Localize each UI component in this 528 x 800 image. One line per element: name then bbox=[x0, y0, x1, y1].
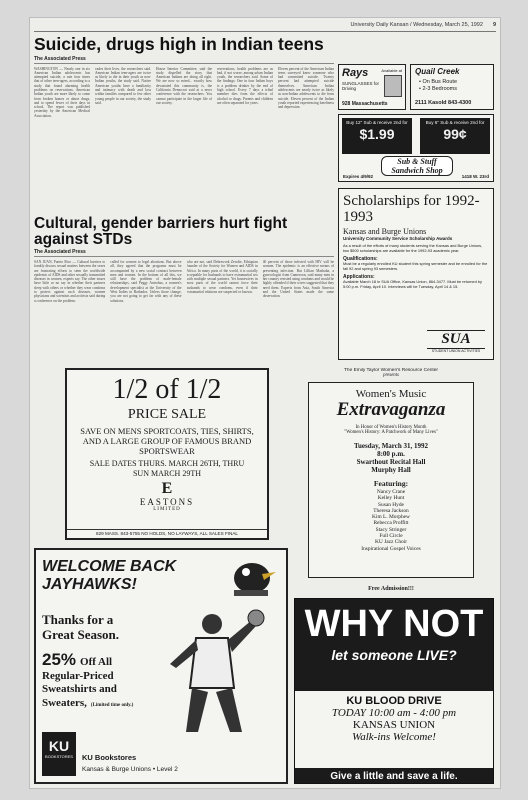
sua-logo-mark: SUA bbox=[427, 330, 485, 349]
newspaper-page bbox=[30, 18, 500, 788]
header-page-number: 9 bbox=[492, 22, 496, 28]
ad-blood-drive bbox=[294, 598, 494, 784]
jayhawks-location: Kansas & Burge Unions • Level 2 bbox=[82, 766, 178, 773]
page-header bbox=[34, 22, 496, 32]
sunglasses-product-image bbox=[384, 75, 402, 97]
eastons-store-name: EASTONS bbox=[139, 497, 195, 507]
story-cultural-barriers bbox=[34, 216, 334, 358]
extravaganza-presents: presents bbox=[383, 373, 399, 378]
header-paper: University Daily Kansan / Wednesday, March 25, 1992 bbox=[350, 22, 483, 28]
ad-sunglasses bbox=[338, 64, 406, 110]
scholarship-qual-body: Must be a regularly enrolled KU student this spring semester and be enrolled for the fall 92 and spring 93 semesters. bbox=[343, 261, 488, 271]
eastons-store-sub: LIMITED bbox=[153, 507, 181, 512]
jayhawks-limited: (Limited time only.) bbox=[90, 702, 134, 708]
story2-column: 40 percent of those infected with HIV will be women. The epidemic is an effective means of preventing infection. But Lillian Mashaba, a gynecologist from Cameroon, said many men in her country resisted using condoms and would be highly offended if their wives suggested that they need them. Experts from Asia, South America and the United States made the same observation. bbox=[262, 260, 334, 299]
scholarship-app-head: Applications: bbox=[343, 274, 375, 281]
ad-sunglasses-address: 928 Massachusetts bbox=[342, 101, 388, 107]
blood-drive-title: KU BLOOD DRIVE bbox=[346, 695, 442, 707]
sub-offer-left bbox=[342, 118, 412, 154]
jayhawks-offer-line4: Sweaters, bbox=[42, 696, 87, 709]
story2-column: SAN JUAN, Puerto Rico — Cultural barriers to frankly discuss sexual matters between the sexes are frustrating efforts to stem the worldwide epidemic of AIDS and other sexually transmitted diseases in women, experts say. The other issues have little or no say in whether their partners sleep with others or whether they wear condoms to protect against such diseases, women physicians and scientists and activists said during a conference on the problem. bbox=[34, 260, 106, 303]
extravaganza-honor1: In Honor of Women's History Month bbox=[355, 425, 427, 430]
eastons-subtitle: PRICE SALE bbox=[127, 407, 207, 422]
ad-sub-and-stuff bbox=[338, 114, 494, 182]
extravaganza-presenter: The Emily Taylor Women's Resource Center bbox=[343, 368, 439, 373]
ku-logo-mark: KU bbox=[48, 738, 70, 754]
story-suicide-drugs bbox=[34, 36, 334, 214]
sub-offer-right-price: 99¢ bbox=[443, 126, 467, 142]
sub-address: 1418 W. 23rd bbox=[461, 174, 489, 179]
performer-name: Full Circle bbox=[379, 533, 403, 540]
story1-headline: Suicide, drugs high in Indian teens bbox=[34, 34, 324, 54]
jayhawks-store: KU Bookstores bbox=[82, 753, 137, 762]
extravaganza-venue2: Murphy Hall bbox=[371, 466, 411, 474]
basketball-player-illustration bbox=[156, 608, 266, 736]
extravaganza-title1: Women's Music bbox=[355, 388, 427, 400]
scholarship-app-body: Available March 18 in SUA Office, Kansas Union, 864-3477. Must be returned by 5:00 p.m. Friday, April 10. Interviews will be Tuesday, April 14 & 15. bbox=[343, 279, 482, 289]
extravaganza-venue1: Swarthout Recital Hall bbox=[356, 458, 426, 466]
eastons-footer: 829 MASS. 843-5755 NO HOLDS, NO LAYWAYS, ALL SALES FINAL bbox=[67, 529, 267, 536]
performer-list bbox=[309, 489, 473, 552]
ad-sunglasses-brand: Rays bbox=[342, 67, 369, 79]
ad-quail-creek bbox=[410, 64, 494, 110]
sub-offer-right-text: Buy 6" Sub & receive 2nd for bbox=[425, 120, 485, 125]
extravaganza-honor2: "Women's History: A Patchwork of Many Lives" bbox=[344, 430, 438, 435]
story1-byline: The Associated Press bbox=[34, 56, 334, 64]
ku-logo-sub: BOOKSTORES bbox=[45, 754, 73, 759]
performer-name: KU Jazz Choir bbox=[374, 539, 408, 546]
story1-column: Eleven percent of the American Indian teens surveyed knew someone who had committed suicide. Twenty percent had attempted suicide themselves. American Indian adolescents are nearly twice as likely as non-Indian adolescents to die from suicide. Eleven percent of the Indian youth reported experiencing loneliness and depression. bbox=[278, 66, 334, 110]
performer-name: Stacy Stringer bbox=[375, 526, 407, 533]
performer-name: Theresa Jackson bbox=[373, 507, 409, 514]
extravaganza-box bbox=[308, 382, 474, 578]
performer-name: Kelley Hunt bbox=[377, 495, 405, 502]
ad-quail-line1: • On Bus Route bbox=[419, 79, 458, 85]
extravaganza-free-admission: Free Admission!!! bbox=[368, 586, 414, 592]
extravaganza-date: Tuesday, March 31, 1992 bbox=[353, 442, 429, 450]
jayhawk-mascot-icon bbox=[224, 552, 280, 598]
ad-womens-music bbox=[288, 368, 494, 594]
jayhawks-offer-pct: 25% bbox=[42, 650, 77, 669]
extravaganza-time: 8:00 p.m. bbox=[377, 450, 405, 458]
story2-column: called for women to legal abortions. But above all, they agreed that the programs must be accompanied by a new social contract between men and women. In the bottom of all this, we still have the problem of male-female relationships, said Peggy Antrobus, a women's development specialist at the University of the West Indies in Barbados. Unless those change, you are not going to get far with any of these solutions. bbox=[110, 260, 182, 303]
ad-quail-line2: • 2-3 Bedrooms bbox=[419, 86, 458, 92]
performer-name: Nancy Crane bbox=[376, 489, 406, 495]
story2-column: who are not, said Debrework Zewdie, Ethiopian founder of the Society for Women and AIDS in Africa. In many parts of the world, it is socially acceptable for husbands to have extramarital sex with multiple sexual partners. Yet housewives in most parts of the world cannot force their husbands to wear condoms, even if their extramarital relations are suspected or known. bbox=[186, 260, 258, 295]
extravaganza-featuring: Featuring: bbox=[373, 479, 409, 488]
jayhawks-offer bbox=[42, 650, 152, 712]
blood-drive-let: let someone LIVE? bbox=[331, 647, 457, 663]
ad-sunglasses-extra: Available at bbox=[381, 68, 402, 73]
story1-column: WASHINGTON — Nearly one in six American Indian adolescents has attempted suicide, a rate four times that of other teen-agers, according to a study that found alarming health problems on reservations. American Indian youth are more likely to come from broken homes or abuse drugs, and to spend fewer of their days in school. The report was published yesterday by the American Medical Association. bbox=[34, 66, 90, 118]
ad-eastons-sale bbox=[65, 368, 269, 540]
performer-name: Inspirational Gospel Voices bbox=[361, 545, 421, 552]
performer-name: Susan Hyde bbox=[378, 501, 404, 508]
ad-quail-title: Quail Creek bbox=[415, 67, 460, 76]
ad-welcome-jayhawks bbox=[34, 548, 288, 784]
ad-sunglasses-sub: SUNGLASSES for Driving bbox=[342, 81, 380, 91]
eastons-title: 1/2 of 1/2 bbox=[112, 374, 222, 405]
blood-drive-details bbox=[295, 691, 493, 784]
eastons-dates: SALE DATES THURS. MARCH 26TH, THRU SUN MARCH 29TH bbox=[89, 459, 245, 478]
jayhawks-offer-line1: Off All bbox=[80, 656, 113, 668]
sub-offer-left-text: Buy 12" Sub & receive 2nd for bbox=[346, 120, 408, 125]
extravaganza-title2: Extravaganza bbox=[336, 399, 446, 420]
scholarship-title: Scholarships for 1992-1993 bbox=[343, 193, 480, 225]
blood-drive-walkins: Walk-ins Welcome! bbox=[352, 731, 436, 743]
blood-drive-time: TODAY 10:00 am - 4:00 pm bbox=[331, 707, 457, 719]
sub-stuff-logo: Sub & Stuff Sandwich Shop bbox=[381, 156, 453, 176]
ku-bookstores-logo bbox=[42, 732, 76, 776]
jayhawks-headline: WELCOME BACK JAYHAWKS! bbox=[42, 558, 177, 593]
eastons-logo-letter: E bbox=[161, 480, 173, 497]
jayhawks-offer-line3: Sweatshirts and bbox=[42, 683, 117, 695]
scholarship-sub2: University Community Service Scholarship Awards bbox=[343, 236, 453, 241]
scholarship-subtitle: Kansas and Burge Unions bbox=[343, 227, 427, 236]
eastons-body: SAVE ON MENS SPORTCOATS, TIES, SHIRTS, AND A LARGE GROUP OF FAMOUS BRAND SPORTSWEAR bbox=[80, 426, 254, 456]
story1-column: reservations, health problems are as bad, if not worse, among urban Indian youth, the researchers said. Some of the findings: One in four Indian boys is a problem drinker by the end of high school. Every 7 days a tribal member dies from the effects of alcohol or drugs. Parents and children are often separated for years. bbox=[217, 66, 273, 105]
blood-drive-why-not: WHY NOT bbox=[304, 603, 484, 645]
ad-scholarships bbox=[338, 188, 494, 360]
performer-name: Rebecca Proffitt bbox=[373, 520, 409, 527]
sub-offer-left-price: $1.99 bbox=[359, 126, 395, 142]
jayhawks-thanks: Thanks for a Great Season. bbox=[42, 612, 120, 642]
story1-column: vades their lives, the researchers said. American Indian teen-agers are twice as likely to die in their youth as non-Indian youths, the study said. Native American youths have a familiarity and intimacy with death and loss within families compared to few other young people in our society, the study said. bbox=[95, 66, 151, 105]
performer-name: Kim L. Morphew bbox=[372, 514, 410, 521]
blood-drive-tagline: Give a little and save a life. bbox=[295, 768, 493, 784]
sua-logo-caption: STUDENT UNION ACTIVITIES bbox=[431, 349, 481, 353]
story2-headline: Cultural, gender barriers hurt fight against STDs bbox=[34, 215, 288, 248]
eastons-logo bbox=[67, 481, 267, 512]
sua-logo bbox=[427, 330, 485, 353]
sub-expires: Expires 4/9/92 bbox=[343, 174, 374, 179]
scholarship-qual-head: Qualifications: bbox=[343, 256, 378, 263]
story2-byline: The Associated Press bbox=[34, 249, 334, 257]
story1-column: House Interior Committee, said the study dispelled the story that American Indians are doing all right. We are now so mired... exactly how devastated this community is, the California Democrat said at a news conference with the researchers. You cannot participate in the larger life of our society. bbox=[156, 66, 212, 105]
sub-offer-right bbox=[420, 118, 490, 154]
scholarship-body: As a result of the efforts of many students serving the Kansas and Burge Unions, two $500 scholarships are available for the 1992-93 academic year. bbox=[343, 243, 483, 253]
jayhawks-offer-line2: Regular-Priced bbox=[42, 669, 114, 682]
ad-quail-address: 2111 Kasold 843-4300 bbox=[415, 100, 472, 106]
blood-drive-location: KANSAS UNION bbox=[352, 719, 436, 731]
